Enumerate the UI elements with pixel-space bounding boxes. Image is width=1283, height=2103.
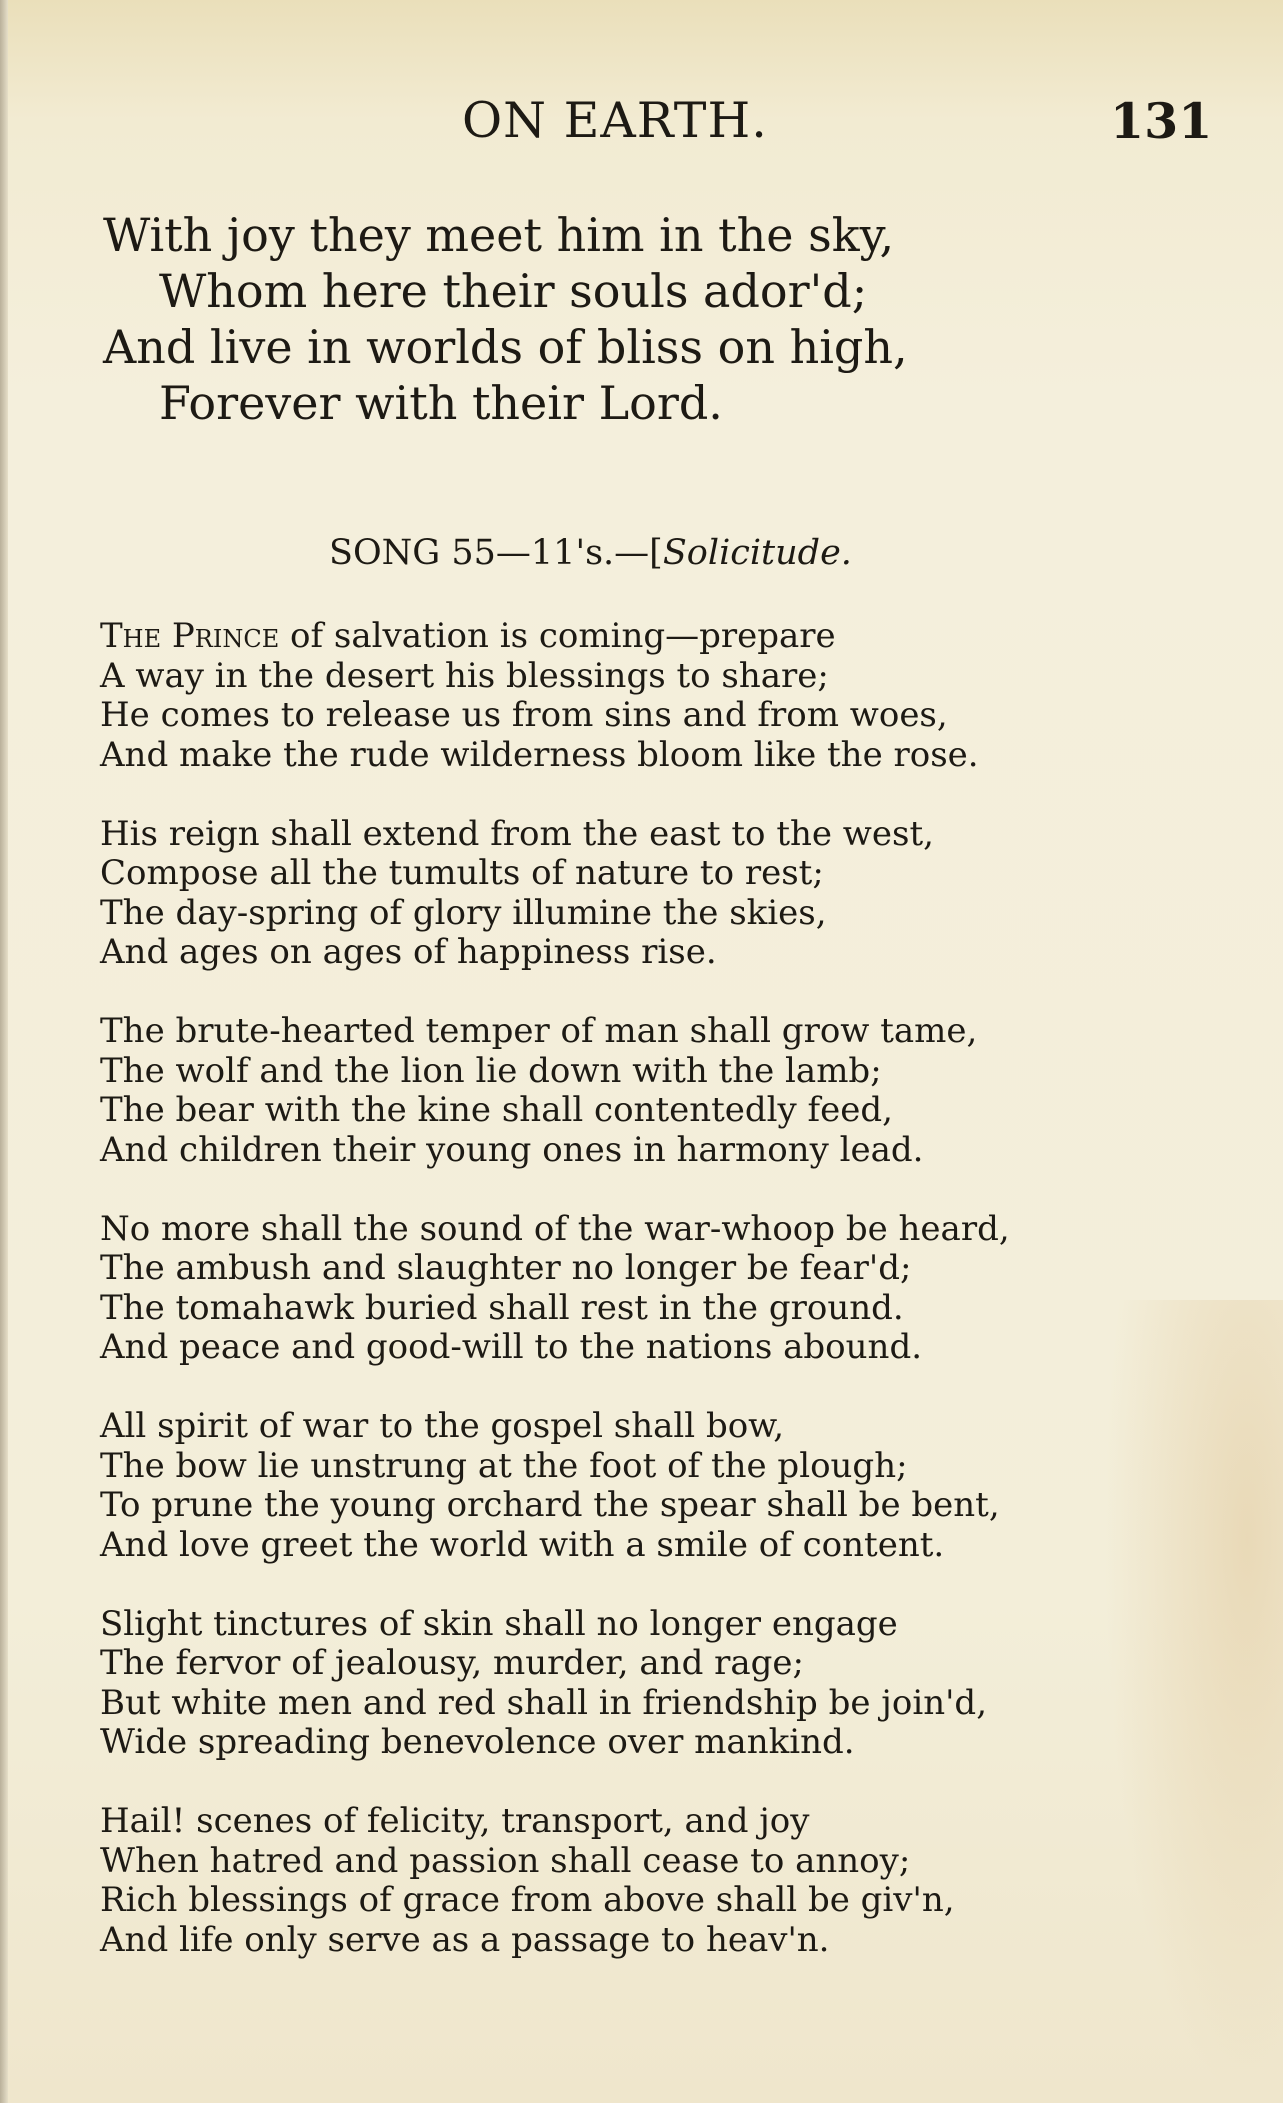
song-body <box>100 617 1010 2000</box>
verse-line: Rich blessings of grace from above shall be giv'n, <box>100 1880 955 1920</box>
stanza <box>100 1012 1010 1170</box>
running-header: ON EARTH. <box>462 92 768 149</box>
verse-line: When hatred and passion shall cease to annoy; <box>100 1840 911 1881</box>
verse-line: The bear with the kine shall contentedly feed, <box>100 1090 893 1130</box>
verse-line: Whom here their souls ador'd; <box>159 264 868 318</box>
verse-line: And live in worlds of bliss on high, <box>103 320 908 374</box>
paper-stain <box>1103 1300 1283 2100</box>
verse-line: The brute-hearted temper of man shall grow tame, <box>100 1011 978 1051</box>
verse-line: Forever with their Lord. <box>159 376 723 430</box>
verse-line: But white men and red shall in friendship be join'd, <box>100 1682 988 1723</box>
verse-line: His reign shall extend from the east to the west, <box>100 813 934 854</box>
verse-line: And ages on ages of happiness rise. <box>100 932 717 972</box>
song-heading <box>329 533 852 573</box>
verse-line: And peace and good-will to the nations abound. <box>100 1327 923 1367</box>
verse-line: Hail! scenes of felicity, transport, and joy <box>100 1801 810 1841</box>
verse-line <box>100 617 1010 657</box>
closing-stanza <box>103 207 908 431</box>
page-edge <box>0 0 8 2103</box>
verse-line: The bow lie unstrung at the foot of the plough; <box>100 1445 908 1486</box>
stanza <box>100 815 1010 973</box>
stanza <box>100 1605 1010 1763</box>
opening-words: The Prince <box>100 616 280 656</box>
stanza <box>100 1802 1010 1960</box>
stanza <box>100 1210 1010 1368</box>
verse-line: All spirit of war to the gospel shall bow, <box>100 1406 785 1446</box>
verse-line: The day-spring of glory illumine the skies, <box>100 892 827 933</box>
verse-line: Slight tinctures of skin shall no longer engage <box>100 1603 898 1644</box>
verse-line: He comes to release us from sins and from woes, <box>100 695 948 735</box>
stanza <box>100 617 1010 775</box>
verse-line: And children their young ones in harmony lead. <box>100 1129 924 1170</box>
opening-line-rest: of salvation is coming—prepare <box>279 616 836 656</box>
verse-line: No more shall the sound of the war-whoop be heard, <box>100 1208 1010 1249</box>
verse-line: The fervor of jealousy, murder, and rage; <box>100 1643 805 1683</box>
verse-line: The ambush and slaughter no longer be fear'd; <box>100 1248 912 1288</box>
verse-line: The wolf and the lion lie down with the lamb; <box>100 1050 882 1091</box>
song-number: SONG 55—11's.—[ <box>329 533 663 573</box>
verse-line: A way in the desert his blessings to share; <box>100 655 829 696</box>
verse-line: Wide spreading benevolence over mankind. <box>100 1722 855 1762</box>
verse-line: To prune the young orchard the spear shall be bent, <box>100 1485 1000 1525</box>
stanza <box>100 1407 1010 1565</box>
verse-line: And make the rude wilderness bloom like the rose. <box>100 734 979 775</box>
tune-name: Solicitude. <box>662 533 852 573</box>
verse-line: The tomahawk buried shall rest in the ground. <box>100 1287 904 1328</box>
verse-line: And love greet the world with a smile of content. <box>100 1524 945 1565</box>
verse-line: And life only serve as a passage to heav'n. <box>100 1919 830 1960</box>
verse-line: Compose all the tumults of nature to rest; <box>100 853 824 893</box>
page-number: 131 <box>1110 92 1213 150</box>
verse-line: With joy they meet him in the sky, <box>103 208 895 262</box>
